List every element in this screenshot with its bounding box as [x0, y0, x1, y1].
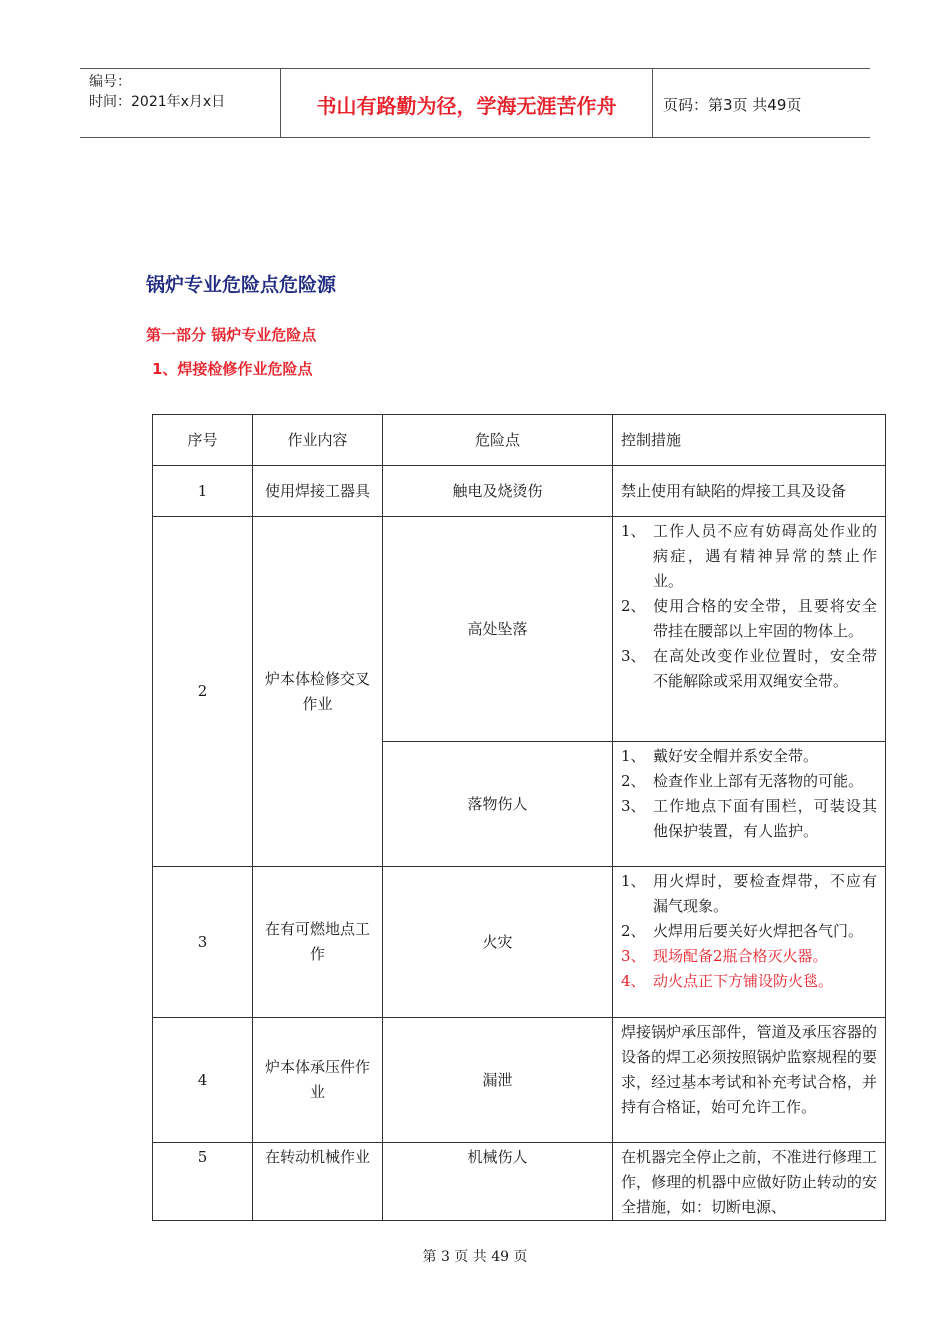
table-header-row: [153, 415, 886, 466]
list-item: 1、 工作人员不应有妨碍高处作业的病症，遇有精神异常的禁止作业。: [621, 522, 877, 590]
cell-hazard: 高处坠落: [383, 517, 613, 742]
header-page-label: 页码：第3页 共49页: [663, 95, 802, 114]
list-item: 3、 工作地点下面有围栏，可装设其他保护装置，有人监护。: [621, 797, 877, 840]
document-title: 锅炉专业危险点危险源: [146, 274, 337, 296]
cell-measure-list: [613, 867, 886, 1018]
header-cell-task: 作业内容: [253, 415, 383, 466]
cell-measure: 禁止使用有缺陷的焊接工具及设备: [613, 466, 886, 517]
list-item: 2、 检查作业上部有无落物的可能。: [621, 772, 864, 790]
cell-hazard: 触电及烧烫伤: [383, 466, 613, 517]
cell-measure-list: [613, 742, 886, 867]
cell-no: 3: [153, 867, 253, 1018]
header-cell-hazard: 危险点: [383, 415, 613, 466]
cell-no: 2: [153, 517, 253, 867]
part-heading: 第一部分 锅炉专业危险点: [146, 326, 317, 344]
list-item: 1、 用火焊时，要检查焊带，不应有漏气现象。: [621, 872, 877, 915]
table-row: [153, 517, 886, 742]
cell-task: 炉本体检修交叉作业: [253, 517, 383, 867]
list-item: 1、 戴好安全帽并系安全带。: [621, 747, 819, 765]
table-row: [153, 466, 886, 517]
cell-no: 4: [153, 1018, 253, 1143]
cell-task: 在转动机械作业: [253, 1143, 383, 1221]
header-meta: [80, 69, 281, 137]
list-item: 4、 动火点正下方铺设防火毯。: [621, 972, 834, 990]
page-footer: 第 3 页 共 49 页: [422, 1249, 528, 1265]
table-row: [153, 1143, 886, 1221]
header-cell-measure: 控制措施: [613, 415, 886, 466]
section-heading: 1、焊接检修作业危险点: [152, 360, 313, 378]
cell-hazard: 机械伤人: [383, 1143, 613, 1221]
cell-task: 使用焊接工器具: [253, 466, 383, 517]
cell-measure: 在机器完全停止之前，不准进行修理工作，修理的机器中应做好防止转动的安全措施，如：切断电源、: [613, 1143, 886, 1221]
time-label: 时间：2021年x月x日: [89, 94, 226, 110]
cell-task: 炉本体承压件作业: [253, 1018, 383, 1143]
cell-task: 在有可燃地点工作: [253, 867, 383, 1018]
cell-hazard: 落物伤人: [383, 742, 613, 867]
cell-measure: 焊接锅炉承压部件，管道及承压容器的设备的焊工必须按照锅炉监察规程的要求，经过基本考试和补充考试合格，并持有合格证，始可允许工作。: [613, 1018, 886, 1143]
cell-hazard: 漏泄: [383, 1018, 613, 1143]
page-header: [80, 68, 870, 138]
list-item: 2、 火焊用后要关好火焊把各气门。: [621, 922, 864, 940]
table-row: [153, 867, 886, 1018]
header-motto: 书山有路勤为径，学海无涯苦作舟: [281, 69, 653, 137]
list-item: 3、 现场配备2瓶合格灭火器。: [621, 947, 828, 965]
header-cell-no: 序号: [153, 415, 253, 466]
list-item: 2、 使用合格的安全带，且要将安全带挂在腰部以上牢固的物体上。: [621, 597, 877, 640]
table-row: [153, 1018, 886, 1143]
cell-measure-list: [613, 517, 886, 742]
hazard-table: [152, 414, 886, 1221]
cell-no: 1: [153, 466, 253, 517]
number-label: 编号：: [89, 74, 131, 90]
cell-no: 5: [153, 1143, 253, 1221]
list-item: 3、 在高处改变作业位置时，安全带不能解除或采用双绳安全带。: [621, 647, 877, 690]
cell-hazard: 火灾: [383, 867, 613, 1018]
